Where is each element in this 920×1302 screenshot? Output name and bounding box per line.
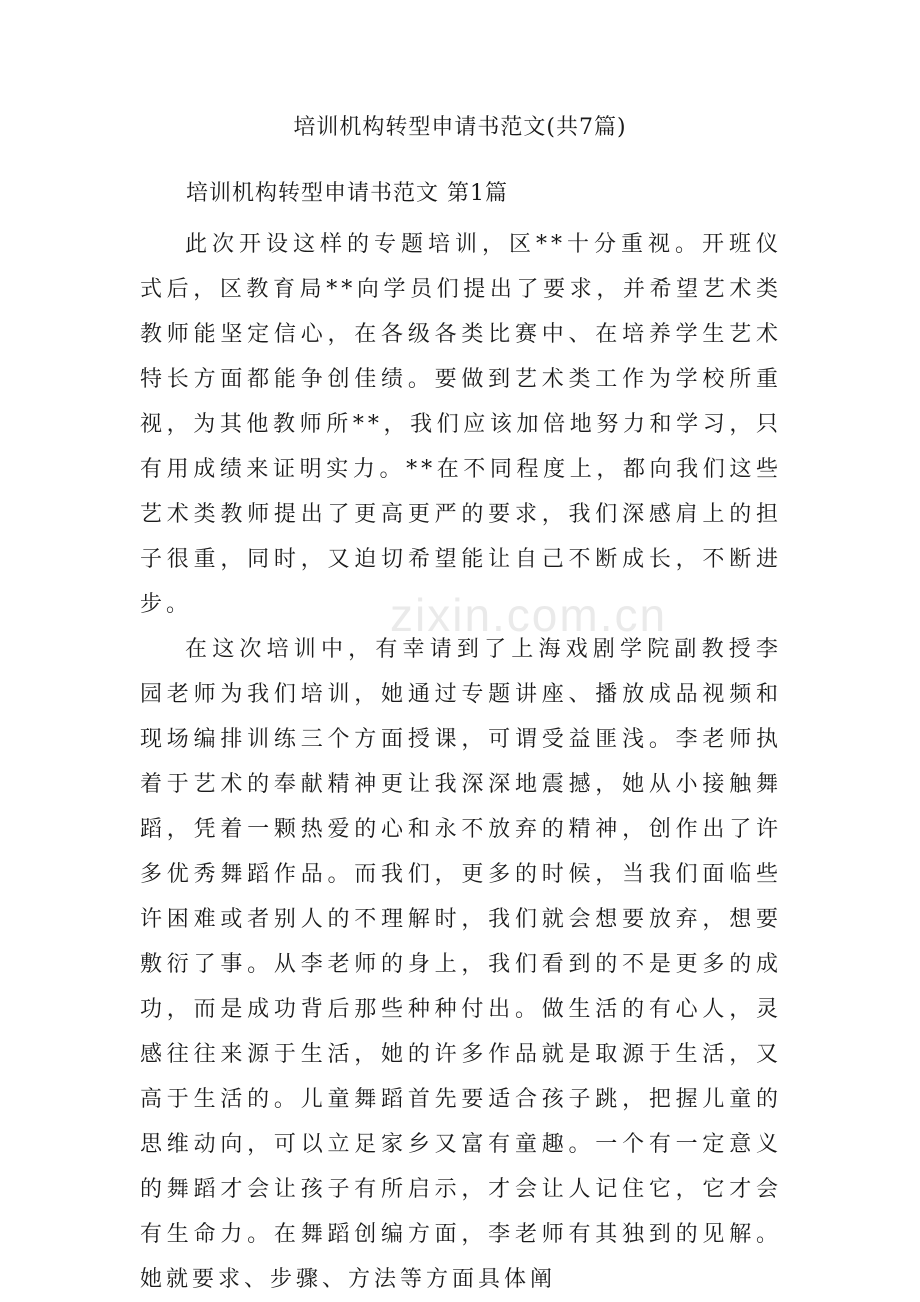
watermark: zixin.com.cn <box>390 589 668 641</box>
document-title: 培训机构转型申请书范文(共7篇) <box>293 115 627 140</box>
document-body <box>140 222 782 1302</box>
paragraph-2: 在这次培训中，有幸请到了上海戏剧学院副教授李园老师为我们培训，她通过专题讲座、播放成品视频和现场编排训练三个方面授课，可谓受益匪浅。李老师执着于艺术的奉献精神更让我深深地震撼，她从小接触舞蹈，凭着一颗热爱的心和永不放弃的精神，创作出了许多优秀舞蹈作品。而我们，更多的时候，当我们面临些许困难或者别人的不理解时，我们就会想要放弃，想要敷衍了事。从李老师的身上，我们看到的不是更多的成功，而是成功背后那些种种付出。做生活的有心人，灵感往往来源于生活，她的许多作品就是取源于生活，又高于生活的。儿童舞蹈首先要适合孩子跳，把握儿童的思维动向，可以立足家乡又富有童趣。一个有一定意义的舞蹈才会让孩子有所启示，才会让人记住它，它才会有生命力。在舞蹈创编方面，李老师有其独到的见解。她就要求、步骤、方法等方面具体阐 <box>140 637 782 1292</box>
paragraph-1: 此次开设这样的专题培训，区**十分重视。开班仪式后，区教育局**向学员们提出了要求，并希望艺术类教师能坚定信心，在各级各类比赛中、在培养学生艺术特长方面都能争创佳绩。要做到艺术类工作为学校所重视，为其他教师所**，我们应该加倍地努力和学习，只有用成绩来证明实力。**在不同程度上，都向我们这些艺术类教师提出了更高更严的要求，我们深感肩上的担子很重，同时，又迫切希望能让自己不断成长，不断进步。 <box>140 232 782 617</box>
section-heading: 培训机构转型申请书范文 第1篇 <box>186 181 508 206</box>
